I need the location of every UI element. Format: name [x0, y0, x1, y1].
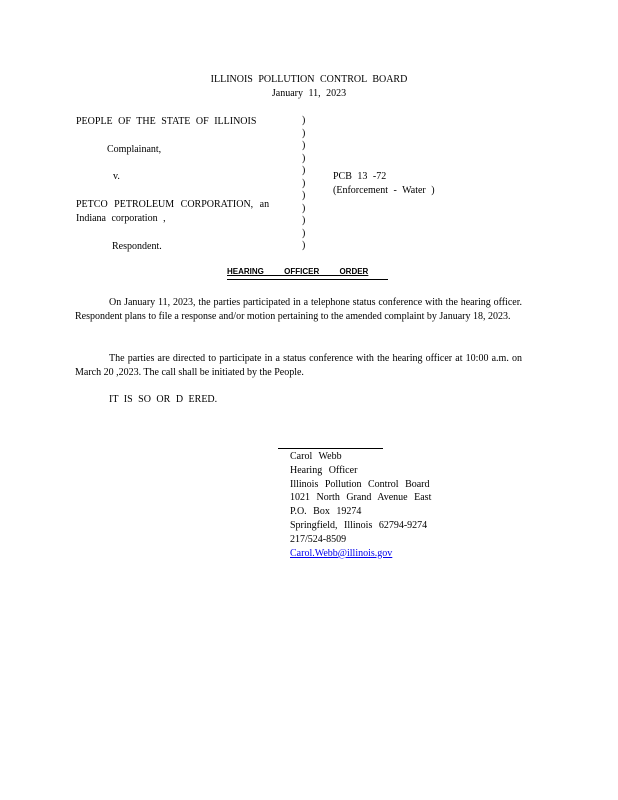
hearing-officer-order-title: HEARING OFFICER ORDER	[227, 267, 369, 276]
so-ordered: IT IS SO OR D ERED.	[109, 394, 218, 405]
signature-line	[278, 448, 383, 449]
signer-address-pobox: P.O. Box 19274	[290, 506, 362, 518]
order-date: January 11, 2023	[271, 88, 347, 99]
signature-block	[290, 450, 431, 560]
caption-parentheses: ) ) ) ) ) ) ) ) ) ) )	[302, 115, 306, 251]
signer-name: Carol Webb	[290, 451, 342, 462]
order-paragraph-1: On January 11, 2023, the parties participated in a telephone status conference with the hearing officer. Respondent plans to file a response and/or motion pertaining to the amended complaint by January 18, 2023.	[75, 297, 522, 322]
case-type: (Enforcement - Water )	[333, 185, 435, 196]
versus-label: v.	[113, 171, 120, 182]
signer-address-street: 1021 North Grand Avenue East	[290, 492, 432, 504]
board-name: ILLINOIS POLLUTION CONTROL BOARD	[210, 74, 408, 85]
signer-title: Hearing Officer	[290, 464, 358, 476]
signer-address-city: Springfield, Illinois 62794-9274	[290, 519, 428, 531]
respondent-role: Respondent.	[112, 241, 162, 252]
respondent-party-continued: Indiana corporation ,	[76, 213, 166, 224]
signer-organization: Illinois Pollution Control Board	[290, 478, 430, 490]
complainant-role: Complainant,	[107, 144, 162, 155]
respondent-party: PETCO PETROLEUM CORPORATION, an	[76, 199, 270, 210]
case-number: PCB 13 -72	[333, 171, 387, 182]
order-paragraph-2: The parties are directed to participate in a status conference with the hearing officer at 10:00 a.m. on March 20 ,2023. The call shall be initiated by the People.	[75, 353, 522, 378]
complainant-party: PEOPLE OF THE STATE OF ILLINOIS	[76, 116, 257, 127]
order-title-underline	[227, 279, 388, 280]
signer-email-link[interactable]: Carol.Webb@illinois.gov	[290, 547, 393, 559]
signer-phone: 217/524-8509	[290, 533, 347, 545]
